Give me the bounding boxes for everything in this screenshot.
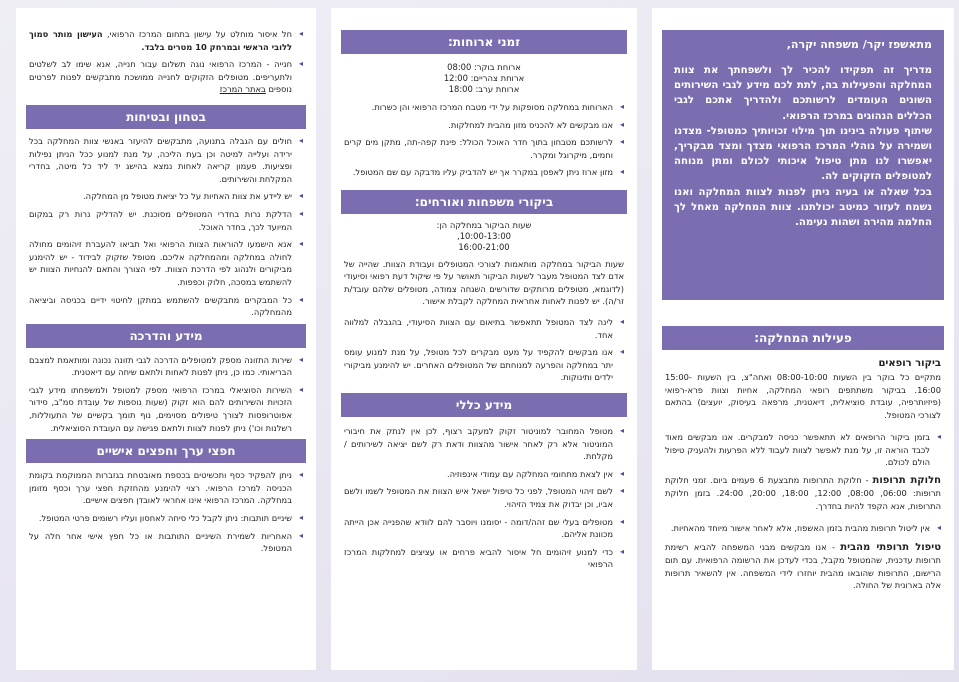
intro-body-2: שיתוף פעולה בינינו תוך מילוי זכויותיך כמטופל- מצדנו ושמירה על נוהלי המרכז הרפואי מצדך ומצד מבקריך, יאפשרו לנו מתן טיפול איכותי לכולם ומתן מנוחה למטופלים הזקוקים לה. [674,125,932,183]
visits-section [331,220,637,384]
safety-bullet: ◂ הדלקת נרות בחדרי המטופלים מסוכנת. יש להדליק נרות רק במקום המיועד לכך, בחדר האוכל. [29,208,303,233]
meals-bullet: ◂ מזון ארוז ניתן לאפסן במקרר אך יש להדביק עליו מדבקה עם שם המטופל. [344,166,624,179]
intro-body-1: מדריך זה תפקידו להכיר לך ולשפחתך את צוות המחלקה והפעילות בה, לתת לכם מידע לגבי השירותים השונים העומדים לרשותכם ולהדריך אתכם לגבי הכללים הנהוגים במרכז הרפואי. [674,65,932,122]
parking-bullet [29,58,303,96]
general-bullet: ◂ לשם זיהוי המטופל, לפני כל טיפול ישאל איש הצוות את המטופל לשמו ולשם אביו, וכן יבדוק את צמיד הזיהוי. [344,485,624,510]
home-meds-title: טיפול תרופתי מהבית [840,541,941,553]
meals-times [344,62,624,95]
visits-header: ביקורי משפחות ואורחים: [341,190,627,214]
meal-time-lunch: ארוחת צהריים: 12:00 [443,73,525,83]
activity-header: פעילות המחלקה: [662,326,944,350]
visits-bullet: ◂ לינה לצד המטופל תתאפשר בתיאום עם הצוות הסיעודי, בהגבלה למלווה אחד. [344,316,624,341]
general-bullet: ◂ מטופלים בעלי שם זהה/דומה - יסומנו ויוסבר להם לוודא שהפנייה אכן הייתה מכוונת אליהם. [344,516,624,541]
general-bullet: ◂ כדי למנוע זיהומים חל איסור להביא פרחים או עציצים למחלקות המרכז הרפואי [344,546,624,571]
smoking-bold: העישון מותר סמוך ללובי הראשי ובמרחק 10 מטרים בלבד. [29,29,292,52]
intro-box [662,30,944,300]
valuables-section [16,469,316,555]
left-top-section [16,28,316,96]
valuables-bullet: ◂ ניתן להפקיד כסף ותכשיטים בכספת מאובטחת בגזברות הממוקמת בקומת הכניסה למרכז הרפואי. רצוי להימנע מהחזקת חפצי ערך וכסף מזומן במחלקה. המרכז הרפואי אינו אחראי לאובדן חפצים אישיים. [29,469,303,507]
visits-bullet: ◂ אנו מבקשים להקפיד על מעט מבקרים לכל מטופל, על מנת למנוע עומס יתר במחלקה והפרעה למנוחתם של המטופלים האחרים. יש להימנע מביקורי ילדים ותינוקות. [344,346,624,384]
info-bullet: ◂ השירות הסוציאלי במרכז הרפואי מספק למטופל ולמשפחתו מידע לגבי הזכויות והשירותים להם הוא זקוק (שעות נוספות של עובדת סמ"ב, סידור אפוטרופסות לצורך טיפולים מסוימים, נוף תומך בקשיים של התעוללות, רשלנות וכו') ניתן לפנות לצוות ולתאם פגישה עם העובדת הסוציאלית. [29,384,303,434]
visits-hours-line: שעות הביקור במחלקה הן: [436,219,532,230]
meals-section [331,62,637,179]
visits-hours-line: 10:00-13:00, [457,230,511,241]
home-meds-text: - אנו מבקשים מבני המשפחה להביא רשימת תרופות עדכנית, שהמטופל מקבל, בכדי לעדכן את הרשומה הרפואית. עם תום הרישום, התרופות שהובאו מהבית יוחזרו לידי המשפחה. אין להשאיר תרופות אלה בארונית של החולה. [665,541,941,591]
visits-hours [344,220,624,253]
meal-time-dinner: ארוחת ערב: 18:00 [448,84,520,94]
general-bullet: ◂ מטופל המחובר למוניטור זקוק למעקב רצוף, לכן אין לנתק את חיבורי המוניטור אלא רק לאחר אישור מהצוות ודאת רק לשם יציאה לשירותים / מקלחת. [344,425,624,463]
safety-bullet: ◂ יש ליידע את צוות האחיות על כל יציאת מטופל מן המחלקה. [29,190,303,203]
meds-bullet: ◂ אין ליטול תרופות מהבית בזמן האשפוז, אלא לאחר אישור מיוחד מהאחיות. [665,522,941,535]
smoking-bullet [29,28,303,53]
meds-title: חלוקת תרופות [872,474,941,486]
meals-header: זמני ארוחות: [341,30,627,54]
intro-title: מתאשפז יקר/ משפחה יקרה, [786,38,932,51]
doctors-bullet: ◂ בזמן ביקור הרופאים לא תתאפשר כניסה למבקרים. אנו מבקשים מאוד לכבד הוראה זו, על מנת לאפשר לצוות לעבוד ללא הפרעות ולהעניק טיפול הולם לכולם. [665,431,941,469]
meds-paragraph [665,474,941,513]
smoking-text: חל איסור מוחלט על עישון בתחום המרכז הרפואי, [102,29,292,39]
meals-bullet: ◂ אנו מבקשים לא להכניס מזון מהבית למחלקות. [344,119,624,132]
doctors-text: מתקיים כל בוקר בין השעות 08:00-10:00 ואחה"צ, בין השעות 15:00-16:00. בביקור משתתפים רופאי המחלקה, אחיות וצוות פרא-רפואי (פיזיותרפיה, עובדת סוציאלית, דיאטנית, מרפאה בעיסוק, יועצים) בהתאם לצורכי המטופל. [665,372,941,420]
meals-bullet: ◂ לרשותכם מטבחון בתוך חדר האוכל הכולל: פינת קפה-תה, מתקן מים קרים וחמים, מיקרוגל ומקרר. [344,136,624,161]
meds-text: - חלוקת התרופות מתבצעת 6 פעמים ביום. זמני חלוקת תרופות: 06:00, 08:00, 12:00, 18:00, 20:00, 24:00. בזמן חלוקת התרופות, אנא הקפד להיות בחדרך. [665,474,942,511]
general-bullet: ◂ אין לצאת מתחומי המחלקה עם עמודי אינפוזיה. [344,468,624,481]
visits-hours-line: 16:00-21:00 [458,241,510,252]
safety-section [16,135,316,319]
valuables-bullet: ◂ שיניים תותבות: ניתן לקבל כלי סיחה לאחסון ועליו רשומים פרטי המטופל. [29,512,303,525]
safety-header: בטחון ובטיחות [26,105,306,129]
meals-bullet: ◂ הארוחות במחלקה מסופקות על ידי מטבח המרכז הרפואי והן כשרות. [344,101,624,114]
doctors-title: ביקור רופאים [878,358,941,369]
valuables-bullet: ◂ האחריות לשמירת השיניים התותבות או כל חפץ אישי אחר חלה על המטופל. [29,530,303,555]
safety-bullet: ◂ חולים עם הגבלה בתנועה, מתבקשים להיעזר באנשי צוות המחלקה בכל ירידה ועלייה למיטה וכן בעת הליכה, על מנת למנוע ככל הניתן נפילות ופציעות. פעמון קריאה לאחות נמצא בהישג יד ליד כל מיטה, בחדרי המקלחת והשירותים. [29,135,303,185]
safety-bullet: ◂ אנא הישמעו להוראות הצוות הרפואי ואל תביאו להעברת זיהומים מחולה לחולה במחלקה ומהמחלקה אליכם. מטופל שזקוק לבידוד - יש להימנע מביקורים ולנהוג לפי הדרכת הצוות. לפי הצורך והתאם להנחיות הצוות יש להשתמש במסכה, חלוק וכפפות. [29,238,303,288]
valuables-header: חפצי ערך וחפצים אישיים [26,439,306,463]
left-column [16,8,316,670]
parking-link[interactable]: באתר המרכז [219,84,266,95]
info-bullet: ◂ שירות התזונה מספק למטופלים הדרכה לגבי תזונה נכונה ומותאמת למצבם הבריאותי. כמו כן, ניתן לפנות לאחות ולתאם שיחה עם דיאטנית. [29,354,303,379]
visits-paragraph: שעות הביקור במחלקה מותאמות לצורכי המטופלים ועבודת הצוות. שהייה של אדם לצד המטופל מעבר לשעות הביקור תאושר על פי שיקול דעת רפואי וסיעודי (לדוגמא, מטופלים מרותקים שדורשים השגחה צמודה, מטופלים שלהם עובד/ת זר/ה). יש לפנות לאחות אחראית המחלקה לקבלת אישור. [344,258,624,307]
general-header: מידע כללי [341,393,627,417]
info-section [16,354,316,435]
meal-time-breakfast: ארוחת בוקר: 08:00 [447,62,521,72]
activity-section [652,358,954,592]
parking-text: חנייה - המרכז הרפואי נוגה תשלום עבור חנייה, אנא שימו לב לשלטים ולתעריפים. מטופלים הזקוקים לחנייה ממושכת מתבקשים לפנות לפרטים נוספים [29,59,292,95]
info-header: מידע והדרכה [26,324,306,348]
home-meds-paragraph [665,541,941,592]
right-column [652,8,954,670]
middle-column [331,8,637,670]
intro-body-3: בכל שאלה או בעיה ניתן לפנות לצוות המחלקה ואנו נשמח לעזור כמיטב יכולתנו. צוות המחלקה מאחל לך החלמה מהירה ושהות נעימה. [674,186,932,229]
safety-bullet: ◂ כל המבקרים מתבקשים להשתמש במתקן לחיטוי ידיים בכניסה וביציאה מהמחלקה. [29,294,303,319]
general-section [331,425,637,571]
